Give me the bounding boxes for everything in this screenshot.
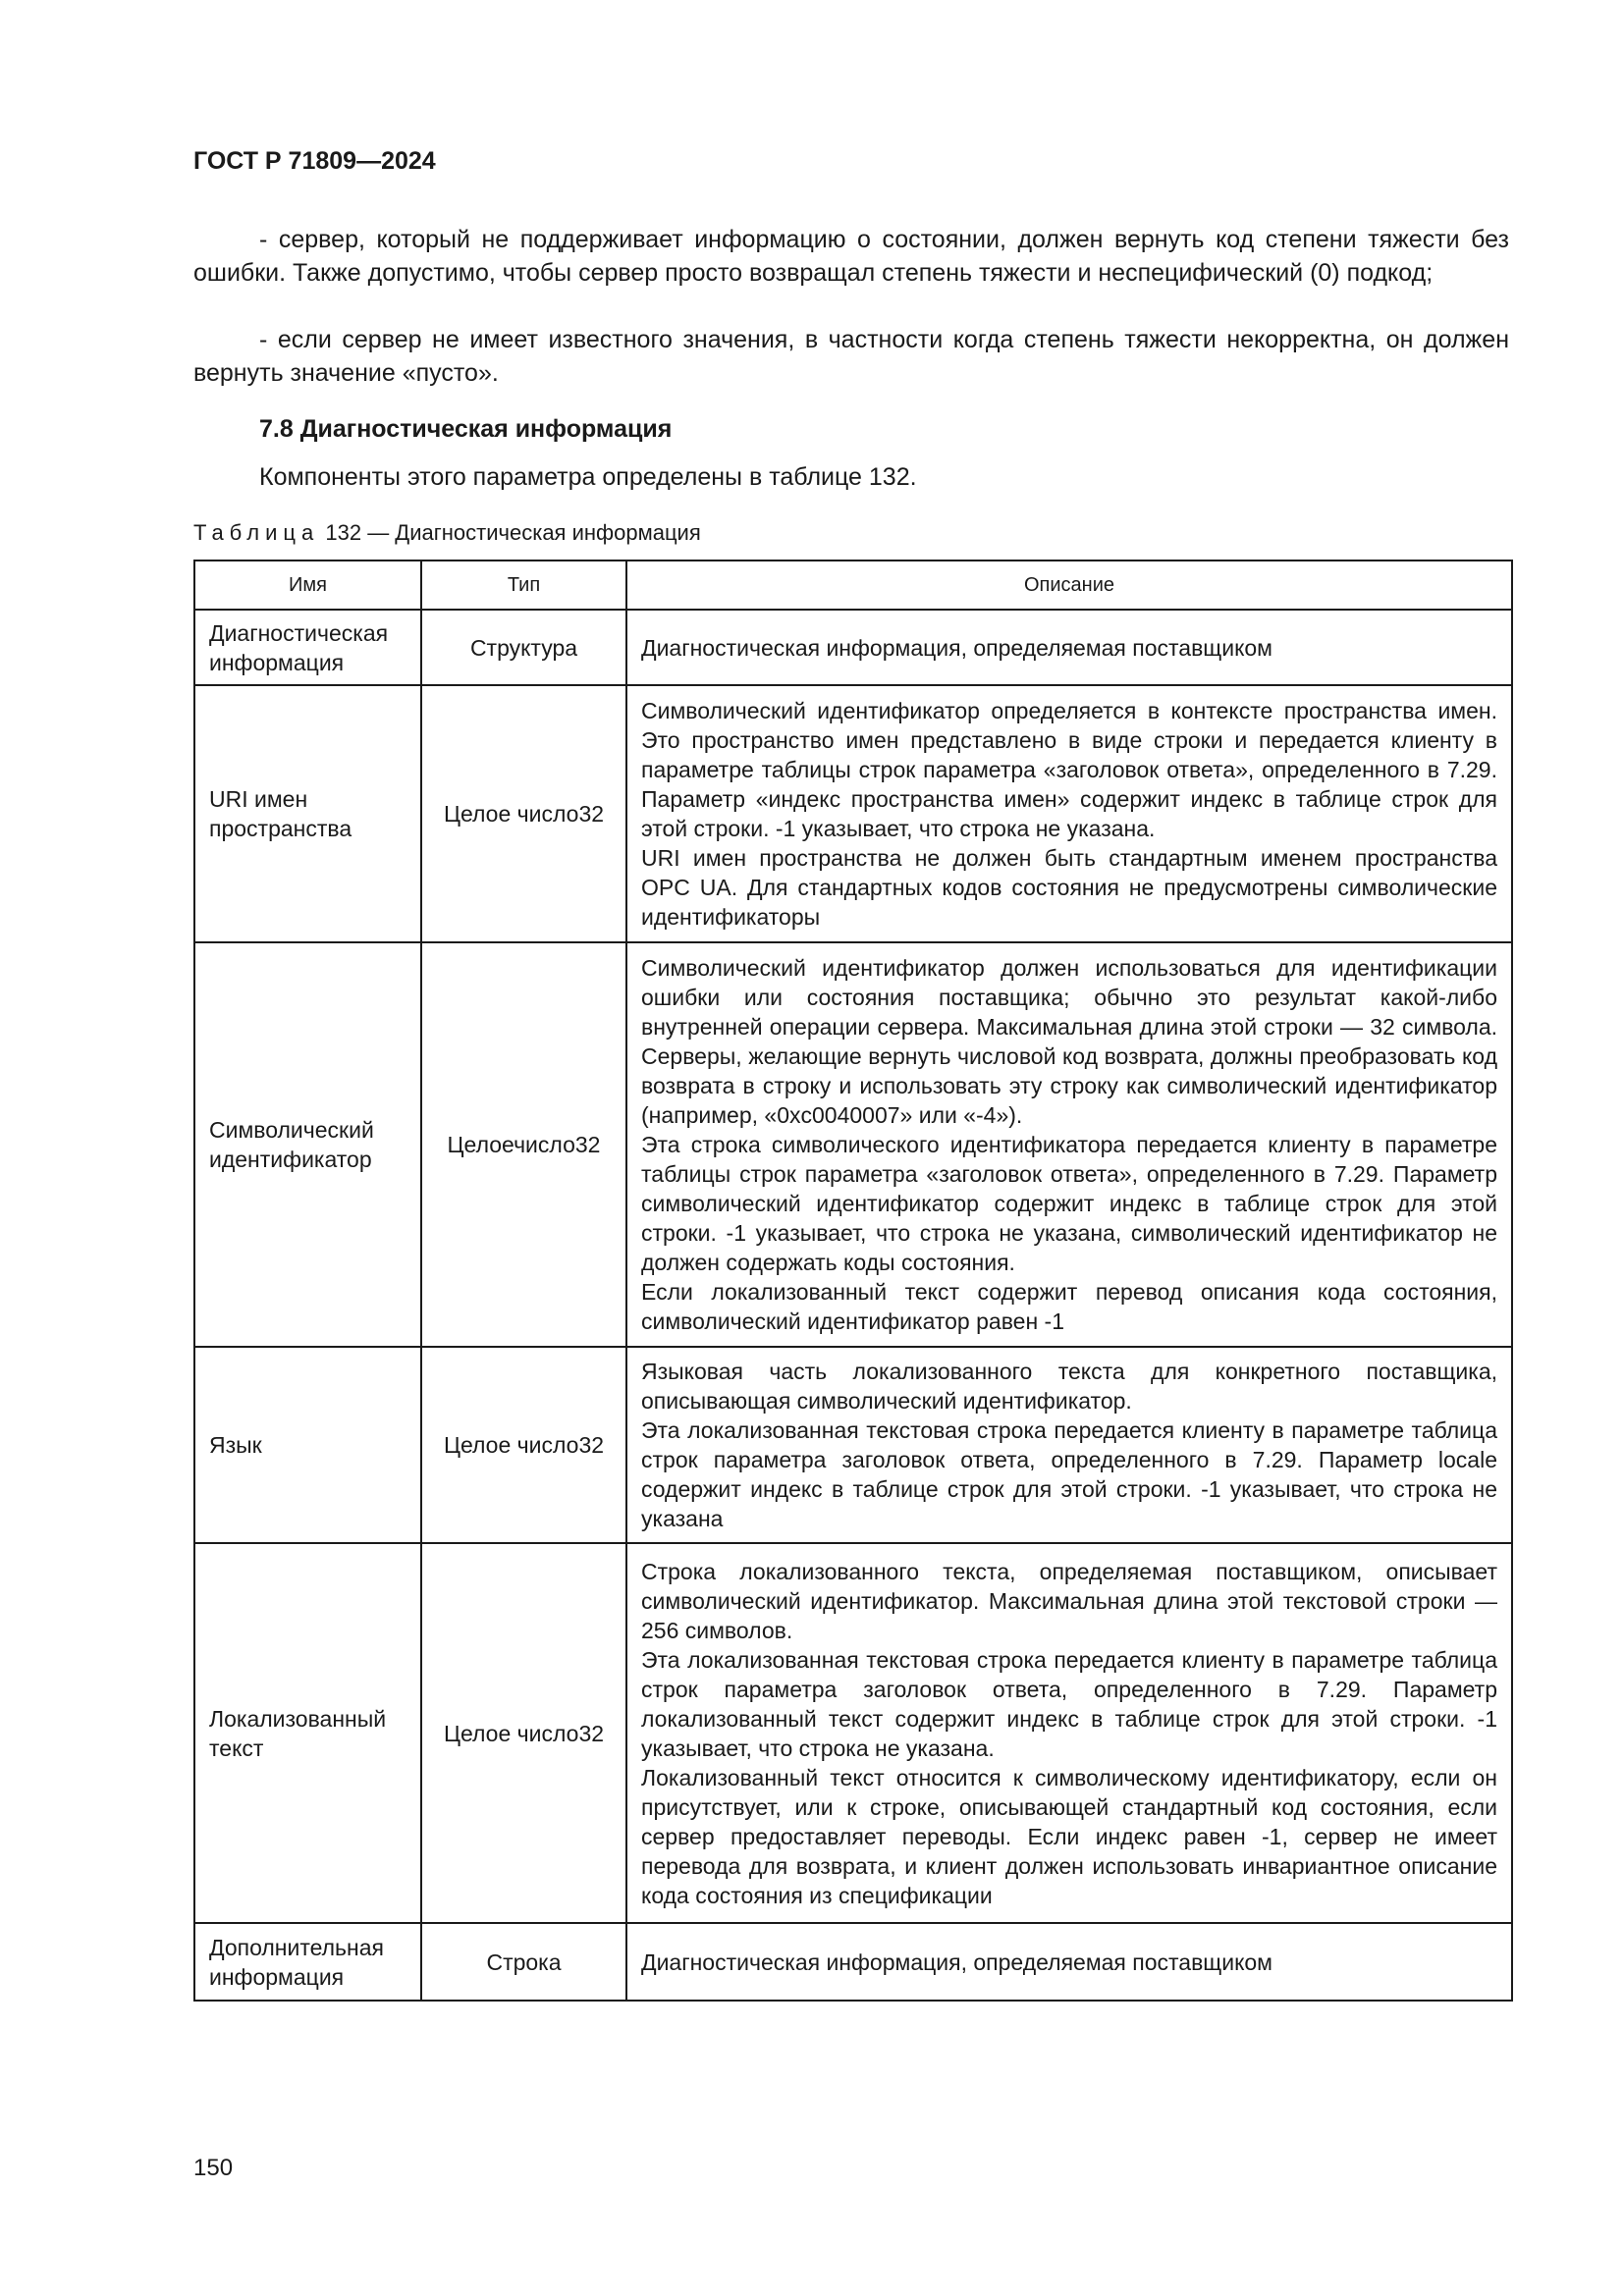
cell-description (626, 1543, 1512, 1923)
description-paragraph: Локализованный текст относится к символическому идентификатору, если он присутствует, или к строке, описывающей стандартный код состояния, если сервер предоставляет переводы. Если индекс равен -1, сервер не имеет перевода для возврата, и клиент должен использовать инвариантное описание кода состояния из спецификации (641, 1764, 1497, 1908)
description-paragraph: Строка локализованного текста, определяемая поставщиком, описывает символический идентификатор. Максимальная длина этой текстовой строки — 256 символов. (641, 1558, 1497, 1643)
section-intro: Компоненты этого параметра определены в таблице 132. (259, 463, 917, 491)
table-row (194, 1347, 1512, 1543)
column-header-type: Тип (421, 561, 626, 610)
table-row (194, 685, 1512, 942)
cell-description (626, 942, 1512, 1347)
cell-type: Целоечисло32 (421, 942, 626, 1347)
cell-description (626, 685, 1512, 942)
table-row (194, 1923, 1512, 2001)
table-header-row (194, 561, 1512, 610)
document-id-header: ГОСТ Р 71809—2024 (193, 147, 436, 175)
cell-type: Целое число32 (421, 1543, 626, 1923)
cell-name: Локализованный текст (194, 1543, 421, 1923)
page-number: 150 (193, 2155, 234, 2181)
table-row (194, 1543, 1512, 1923)
description-paragraph: Диагностическая информация, определяемая поставщиком (641, 634, 1272, 661)
table-caption (193, 520, 701, 546)
cell-type: Целое число32 (421, 685, 626, 942)
table-caption-title: 132 — Диагностическая информация (319, 520, 701, 545)
description-paragraph: Эта локализованная текстовая строка передается клиенту в параметре таблица строк параметра заголовок ответа, определенного в 7.29. Параметр локализованный текст содержит индекс в таблице строк для этой строки. -1 указывает, что строка не указана. (641, 1646, 1497, 1761)
column-header-name: Имя (194, 561, 421, 610)
cell-description (626, 1347, 1512, 1543)
cell-description (626, 610, 1512, 685)
section-heading: 7.8 Диагностическая информация (259, 415, 673, 443)
description-paragraph: Символический идентификатор определяется в контексте пространства имен. Это пространство имен представлено в виде строки и передается клиенту в параметре таблицы строк параметра «заголовок ответа», определенного в 7.29. Параметр «индекс пространства имен» содержит индекс в таблице строк для этой строки. -1 указывает, что строка не указана. (641, 698, 1497, 841)
cell-name: Символический идентификатор (194, 942, 421, 1347)
cell-type: Строка (421, 1923, 626, 2001)
table-caption-prefix: Таблица (193, 520, 320, 545)
description-paragraph: URI имен пространства не должен быть стандартным именем пространства OPC UA. Для стандартных кодов состояния не предусмотрены символические идентификаторы (641, 845, 1497, 930)
cell-name: Дополнительная информация (194, 1923, 421, 2001)
description-paragraph: Диагностическая информация, определяемая поставщиком (641, 1949, 1272, 1975)
description-paragraph: Символический идентификатор должен использоваться для идентификации ошибки или состояния поставщика; обычно это результат какой-либо внутренней операции сервера. Максимальная длина этой строки — 32 символа. Серверы, желающие вернуть числовой код возврата, должны преобразовать код возврата в строку и использовать эту строку как символический идентификатор (например, «0xc0040007» или «-4»). (641, 955, 1497, 1128)
diagnostic-info-table (193, 560, 1513, 2002)
cell-name: Диагностическая информация (194, 610, 421, 685)
cell-type: Структура (421, 610, 626, 685)
description-paragraph: Если локализованный текст содержит перевод описания кода состояния, символический идентификатор равен -1 (641, 1279, 1497, 1334)
list-item-paragraph: - если сервер не имеет известного значения, в частности когда степень тяжести некорректна, он должен вернуть значение «пусто». (193, 326, 1509, 387)
column-header-description: Описание (626, 561, 1512, 610)
cell-name: URI имен пространства (194, 685, 421, 942)
table-row (194, 942, 1512, 1347)
description-paragraph: Эта локализованная текстовая строка передается клиенту в параметре таблица строк параметра заголовок ответа, определенного в 7.29. Параметр locale содержит индекс в таблице строк для этой строки. -1 указывает, что строка не указана (641, 1417, 1497, 1531)
cell-type: Целое число32 (421, 1347, 626, 1543)
cell-name: Язык (194, 1347, 421, 1543)
cell-description (626, 1923, 1512, 2001)
table-row (194, 610, 1512, 685)
list-item-paragraph: - сервер, который не поддерживает информацию о состоянии, должен вернуть код степени тяжести без ошибки. Также допустимо, чтобы сервер просто возвращал степень тяжести и неспецифический (0) подкод; (193, 226, 1509, 287)
description-paragraph: Языковая часть локализованного текста для конкретного поставщика, описывающая символический идентификатор. (641, 1359, 1497, 1414)
description-paragraph: Эта строка символического идентификатора передается клиенту в параметре таблицы строк параметра «заголовок ответа», определенного в 7.29. Параметр символический идентификатор содержит индекс в таблице строк для этой строки. -1 указывает, что строка не указана, символический идентификатор не должен содержать коды состояния. (641, 1132, 1497, 1275)
